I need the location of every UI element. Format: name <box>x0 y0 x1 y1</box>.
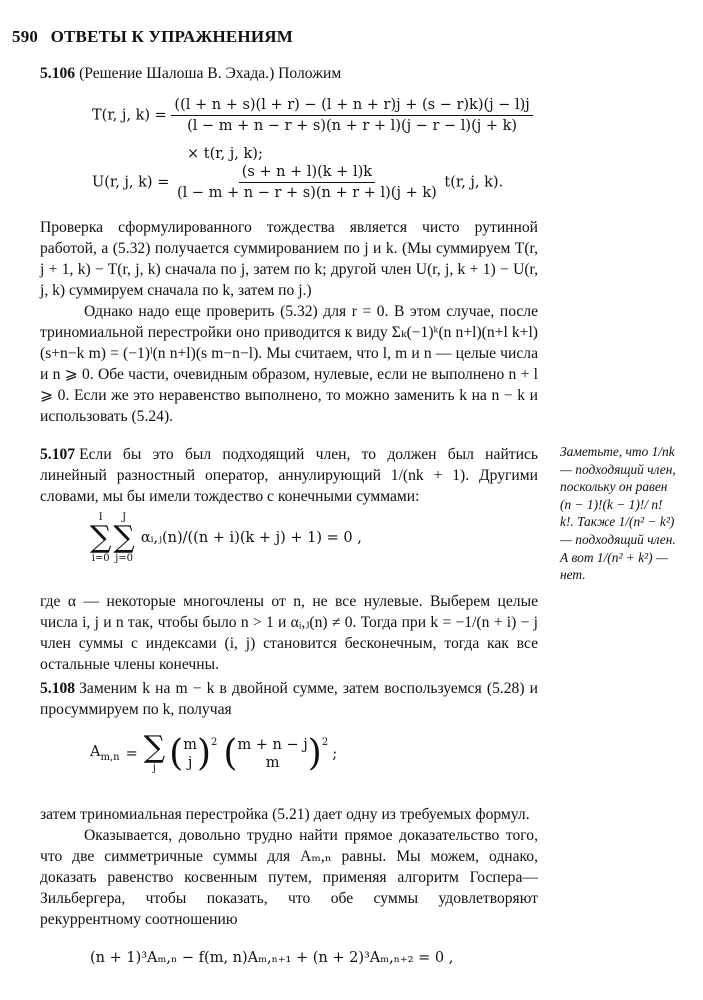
fraction-denominator: (l − m + n − r + s)(n + r + l)(j + k) <box>176 185 437 201</box>
fraction <box>171 97 532 134</box>
equation-lhs: U(r, j, k) = <box>92 174 170 191</box>
exponent: 2 <box>321 737 329 748</box>
equation-tail: ; <box>332 745 338 762</box>
exercise-number: 5.108 <box>40 680 76 697</box>
exercise-5-108-intro <box>40 678 538 720</box>
equation-double-sum <box>90 512 362 564</box>
sum-lower-limit: j <box>152 763 157 774</box>
page-number: 590 <box>12 27 39 46</box>
binomial <box>237 736 307 772</box>
paragraph: затем триномиальная перестройка (5.21) дает одну из требуемых формул. <box>40 806 530 823</box>
sum-symbol <box>90 512 111 564</box>
right-paren-icon: ) <box>307 732 322 774</box>
subscript: m,n <box>100 751 120 763</box>
sigma-icon: ∑ <box>90 520 112 555</box>
equation-lhs: T(r, j, k) = <box>92 107 167 124</box>
exercise-5-106-body <box>40 217 538 427</box>
exponent: 2 <box>211 737 218 748</box>
equation-A <box>90 730 338 774</box>
paragraph: где α — некоторые многочлены от n, не все нулевые. Выберем целые числа i, j и n так, чтобы было n > 1 и αᵢ,ⱼ(n) ≠ 0. Тогда при k = −1/(n + i) − j член суммы с индексами (i, j) становится бесконечным, тогда как все остальные члены конечны. <box>40 593 538 673</box>
equation-U <box>92 164 503 201</box>
exercise-5-106-intro <box>40 63 538 84</box>
fraction-numerator: ((l + n + s)(l + r) − (l + n + r)j + (s − r)k)(j − l)j <box>171 97 532 116</box>
paragraph: Однако надо еще проверить (5.32) для r = 0. В этом случае, после триномиальной перестройки оно приводится к виду Σₖ(−1)ᵏ(n n+l)(n+l k+l)(s+n−k m) = (−1)ˡ(n n+l)(s m−n−l). Мы считаем, что l, m и n — целые числа и n ⩾ 0. Обе части, очевидным образом, нулевые, если не выполнено n + l ⩾ 0. Если же это неравенство выполнено, то можно заменить k на n − k и использовать (5.24). <box>40 303 538 425</box>
equation-T-tail: × t(r, j, k); <box>187 146 263 162</box>
paragraph: Проверка сформулированного тождества является чисто рутинной работой, а (5.32) получается суммированием по j и k. (Мы суммируем T(r, j + 1, k) − T(r, j, k) сначала по j, затем по k; другой член U(r, j, k + 1) − U(r, j, k) суммируем сначала по k, затем по j.) <box>40 219 538 299</box>
equation-recurrence: (n + 1)³Aₘ,ₙ − f(m, n)Aₘ,ₙ₊₁ + (n + 2)³Aₘ,ₙ₊₂ = 0 , <box>90 950 454 966</box>
running-header <box>12 27 293 47</box>
equals-sign: = <box>125 745 138 762</box>
sum-upper-limit: J <box>122 512 127 523</box>
sum-lower-limit: j=0 <box>115 553 134 564</box>
fraction <box>174 164 440 201</box>
symbol-A: A <box>90 744 101 761</box>
exercise-5-107-intro <box>40 444 538 507</box>
binomial-bottom: m <box>265 754 280 771</box>
sum-lower-limit: i=0 <box>91 553 110 564</box>
left-paren-icon: ( <box>223 732 238 774</box>
paragraph: Оказывается, довольно трудно найти прямое доказательство того, что две симметричные суммы для Aₘ,ₙ равны. Мы можем, однако, доказать равенство косвенным путем, применяя алгоритм Госпера—Зильбергера, чтобы показать, что обе суммы удовлетворяют рекуррентному соотношению <box>40 827 538 928</box>
paragraph: Заменим k на m − k в двойной сумме, затем воспользуемся (5.28) и просуммируем по k, получая <box>40 680 538 718</box>
intro-text: (Решение Шалоша В. Эхада.) Положим <box>79 65 342 82</box>
binomial-top: m + n − j <box>237 736 308 753</box>
chapter-title: ОТВЕТЫ К УПРАЖНЕНИЯМ <box>50 27 293 46</box>
exercise-number: 5.106 <box>40 65 76 82</box>
equation-lhs <box>90 744 120 763</box>
fraction-numerator: (s + n + l)(k + l)k <box>239 164 375 183</box>
equation-body: αᵢ,ⱼ(n)/((n + i)(k + j) + 1) = 0 , <box>140 530 362 546</box>
left-paren-icon: ( <box>169 732 184 774</box>
sigma-icon: ∑ <box>143 730 166 765</box>
margin-note: Заметьте, что 1/nk — подходящий член, поскольку он равен (n − 1)!(k − 1)!/ n! k!. Также 1/(n² − k²) — подходящий член. А вот 1/(n² + k²) — нет. <box>560 444 676 583</box>
equation-tail: t(r, j, k). <box>444 174 504 191</box>
binomial-bottom: j <box>187 754 193 771</box>
exercise-5-107-body <box>40 591 538 675</box>
exercise-number: 5.107 <box>40 446 76 463</box>
equation-T <box>92 97 533 134</box>
exercise-5-108-body <box>40 804 538 930</box>
sum-upper-limit: I <box>98 512 103 523</box>
fraction-denominator: (l − m + n − r + s)(n + r + l)(j − r − l)(j + k) <box>187 118 518 134</box>
sum-symbol <box>113 512 134 564</box>
sigma-icon: ∑ <box>113 520 135 555</box>
binomial <box>183 736 197 772</box>
binomial-top: m <box>183 736 197 753</box>
sum-symbol <box>143 730 166 774</box>
right-paren-icon: ) <box>196 732 212 774</box>
paragraph: Если бы это был подходящий член, то должен был найтись линейный разностный оператор, аннулирующий 1/(nk + 1). Другими словами, мы бы имели тождество с конечными суммами: <box>40 446 538 505</box>
